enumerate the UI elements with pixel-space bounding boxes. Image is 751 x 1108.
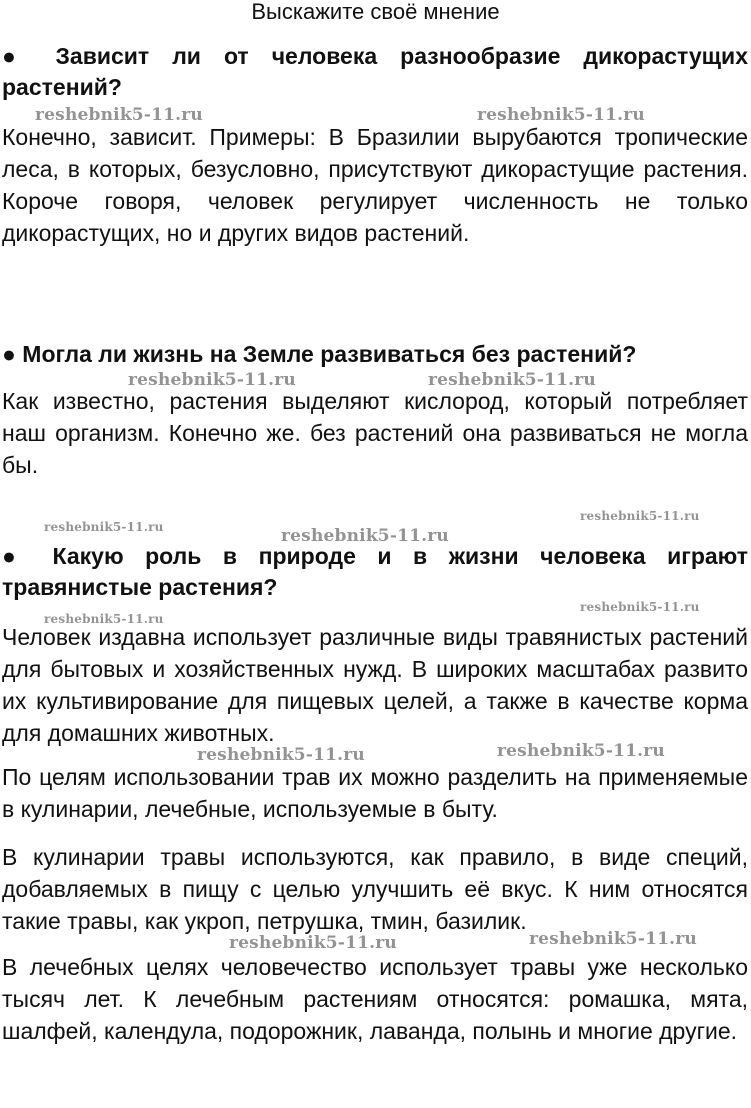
watermark: reshebnik5-11.ru — [128, 370, 296, 390]
watermark: reshebnik5-11.ru — [580, 600, 700, 614]
watermark: reshebnik5-11.ru — [44, 520, 164, 534]
watermark: reshebnik5-11.ru — [477, 105, 645, 125]
watermark: reshebnik5-11.ru — [44, 612, 164, 626]
watermark: reshebnik5-11.ru — [529, 929, 697, 949]
watermark: reshebnik5-11.ru — [497, 741, 665, 761]
page-title: Выскажите своё мнение — [251, 0, 500, 24]
watermark: reshebnik5-11.ru — [428, 370, 596, 390]
watermark: reshebnik5-11.ru — [229, 933, 397, 953]
answer-3-paragraph-4: В лечебных целях человечество использует травы уже несколько тысяч лет. К лечебным растениям относятся: ромашка, мята, шалфей, календула, подорожник, лаванда, полынь и многие другие. — [2, 954, 748, 1044]
answer-3-paragraph-2: По целям использовании трав их можно разделить на применяемые в кулинарии, лечебные, используемые в быту. — [2, 764, 748, 822]
watermark: reshebnik5-11.ru — [580, 509, 700, 523]
answer-3-paragraph-3: В кулинарии травы используются, как правило, в виде специй, добавляемых в пищу с целью улучшить её вкус. К ним относятся такие травы, как укроп, петрушка, тмин, базилик. — [2, 844, 748, 934]
question-3: ● Какую роль в природе и в жизни человека играют травянистые растения? — [2, 543, 748, 600]
watermark: reshebnik5-11.ru — [197, 745, 365, 765]
answer-1-paragraph-1: Конечно, зависит. Примеры: В Бразилии вырубаются тропические леса, в которых, безусловно, присутствуют дикорастущие растения. Короче говоря, человек регулирует численность не только дикорастущих, но и других видов растений. — [2, 124, 748, 246]
question-1: ● Зависит ли от человека разнообразие дикорастущих растений? — [2, 43, 748, 100]
question-2: ● Могла ли жизнь на Земле развиваться без растений? — [2, 341, 637, 367]
watermark: reshebnik5-11.ru — [35, 105, 203, 125]
answer-3-paragraph-1: Человек издавна использует различные виды травянистых растений для бытовых и хозяйственных нужд. В широких масштабах развито их культивирование для пищевых целей, а также в качестве корма для домашних животных. — [2, 624, 748, 746]
watermark: reshebnik5-11.ru — [281, 526, 449, 546]
answer-2-paragraph-1: Как известно, растения выделяют кислород, который потребляет наш организм. Конечно же. без растений она развиваться не могла бы. — [2, 388, 748, 478]
